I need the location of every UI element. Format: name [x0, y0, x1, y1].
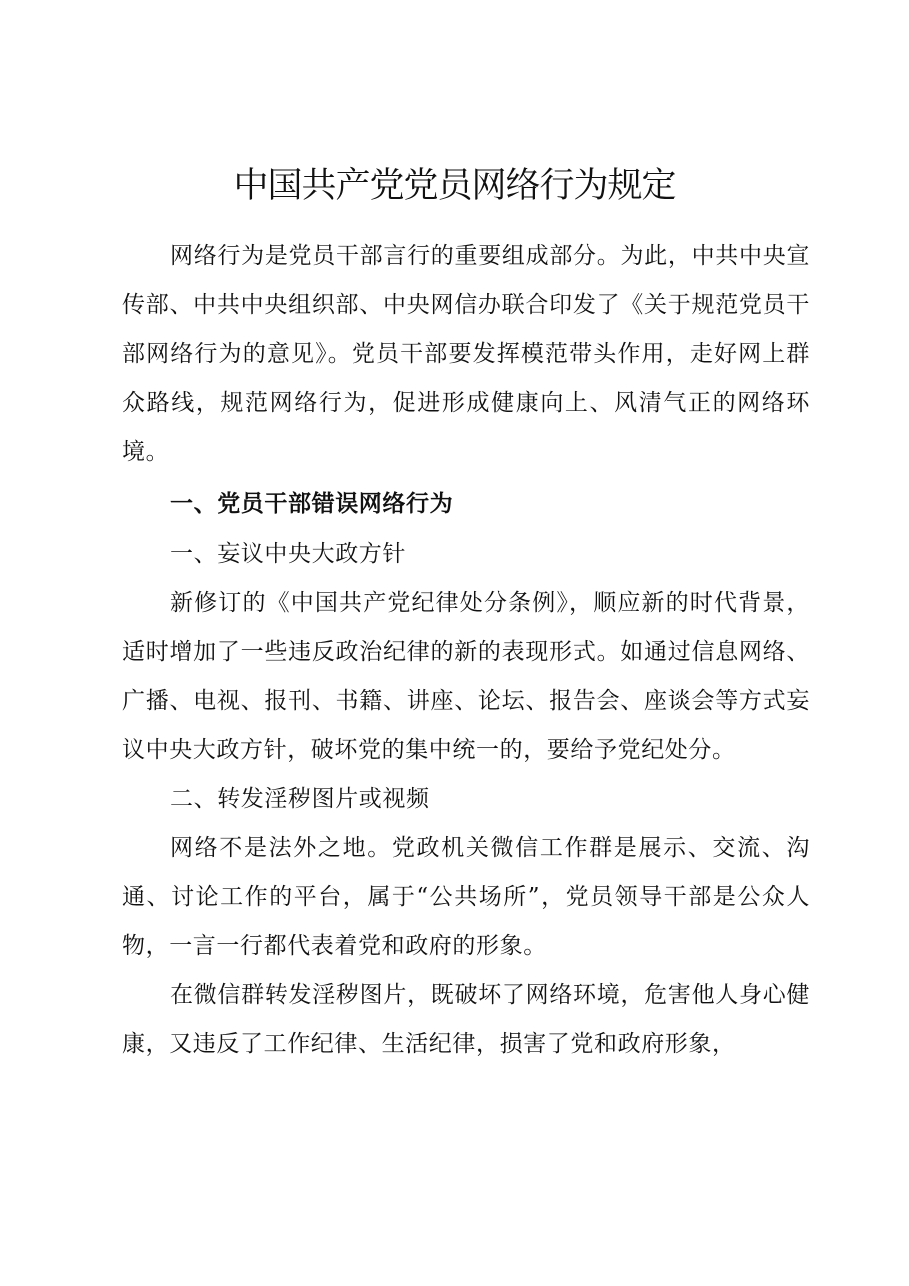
document-body	[122, 232, 810, 1069]
section-heading: 一、党员干部错误网络行为	[170, 491, 454, 517]
subsection-heading-1: 一、妄议中央大政方针	[170, 541, 406, 567]
subsection-heading-2: 二、转发淫秽图片或视频	[170, 786, 430, 812]
document-title: 中国共产党党员网络行为规定	[233, 166, 676, 206]
intro-paragraph: 网络行为是党员干部言行的重要组成部分。为此，中共中央宣传部、中共中央组织部、中央网信办联合印发了《关于规范党员干部网络行为的意见》。党员干部要发挥模范带头作用，走好网上群众路线，规范网络行为，促进形成健康向上、风清气正的网络环境。	[122, 243, 810, 465]
body-paragraph-1: 新修订的《中国共产党纪律处分条例》，顺应新的时代背景，适时增加了一些违反政治纪律的新的表现形式。如通过信息网络、广播、电视、报刊、书籍、讲座、论坛、报告会、座谈会等方式妄议中央大政方针，破坏党的集中统一的，要给予党纪处分。	[122, 590, 810, 763]
body-paragraph-3: 在微信群转发淫秽图片，既破坏了网络环境，危害他人身心健康，又违反了工作纪律、生活纪律，损害了党和政府形象，	[122, 982, 810, 1057]
body-paragraph-2: 网络不是法外之地。党政机关微信工作群是展示、交流、沟通、讨论工作的平台，属于“公共场所”，党员领导干部是公众人物，一言一行都代表着党和政府的形象。	[122, 835, 810, 959]
